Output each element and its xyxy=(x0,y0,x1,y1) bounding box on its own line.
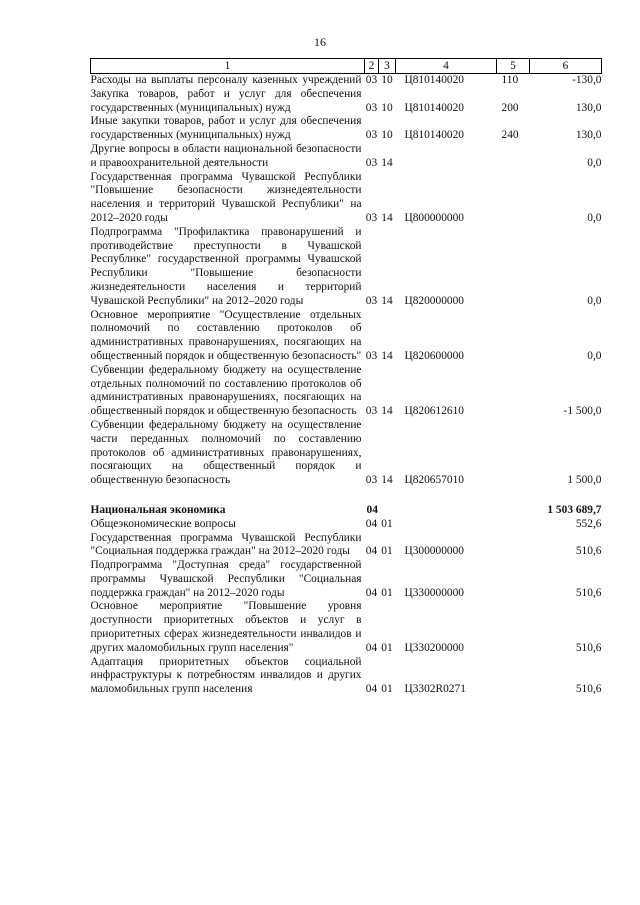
row-target-article: Ц300000000 xyxy=(404,545,464,558)
row-expense-type xyxy=(497,518,530,532)
row-amount: 510,6 xyxy=(575,641,602,654)
row-subsection: 10 xyxy=(381,74,393,86)
row-subsection: 01 xyxy=(381,641,393,654)
row-subsection: 01 xyxy=(381,683,393,696)
row-name: Государственная программа Чувашской Республики "Повышение безопасности жизнедеятельности населения и территорий Чувашской Республики" на 2012–2020 годы xyxy=(90,170,362,224)
row-subsection: 14 xyxy=(381,294,393,307)
row-name: Закупка товаров, работ и услуг для обеспечения государственных (муниципальных) нужд xyxy=(90,87,362,114)
row-expense-type xyxy=(497,143,530,171)
table-row xyxy=(91,656,602,697)
table-row xyxy=(91,600,602,655)
section-spacer xyxy=(91,488,602,504)
row-target-article: Ц820612610 xyxy=(404,405,464,418)
section-amount: 1 503 689,7 xyxy=(547,503,602,516)
row-target-article: Ц820000000 xyxy=(404,294,464,307)
row-target-article: Ц820600000 xyxy=(404,349,464,362)
row-section: 03 xyxy=(365,211,378,224)
row-expense-type xyxy=(497,171,530,226)
row-target-article: Ц810140020 xyxy=(404,101,464,114)
row-expense-type: 110 xyxy=(501,74,519,86)
row-section: 03 xyxy=(365,129,378,142)
table-row xyxy=(91,419,602,488)
row-target-article: Ц330200000 xyxy=(404,641,464,654)
row-expense-type: 240 xyxy=(501,129,519,142)
row-section: 03 xyxy=(365,156,378,169)
row-target-article: Ц330000000 xyxy=(404,586,464,599)
row-section: 03 xyxy=(365,405,378,418)
row-target-article: Ц800000000 xyxy=(404,211,464,224)
table-row xyxy=(91,532,602,560)
row-target-article: Ц3302R0271 xyxy=(404,683,466,696)
row-target-article: Ц820657010 xyxy=(404,474,464,487)
header-col-5: 5 xyxy=(497,59,530,74)
row-expense-type xyxy=(497,600,530,655)
row-subsection: 14 xyxy=(381,405,393,418)
row-subsection: 01 xyxy=(381,517,393,530)
table-row xyxy=(91,74,602,88)
row-target-article xyxy=(396,518,497,532)
row-section: 04 xyxy=(365,683,378,696)
header-col-1: 1 xyxy=(91,59,365,74)
table-row xyxy=(91,518,602,532)
row-amount: 130,0 xyxy=(575,129,602,142)
row-target-article: Ц810140020 xyxy=(404,74,464,86)
row-subsection: 14 xyxy=(381,474,393,487)
header-col-4: 4 xyxy=(396,59,497,74)
table-row xyxy=(91,143,602,171)
row-name: Субвенции федеральному бюджету на осуществление части переданных полномочий по составлению протоколов об административных правонарушениях, посягающих на общественный порядок и общественную безопасность xyxy=(90,418,362,487)
row-section: 03 xyxy=(365,349,378,362)
header-col-6: 6 xyxy=(530,59,602,74)
row-name: Основное мероприятие "Осуществление отдельных полномочий по составлению протоколов об административных правонарушениях, посягающих на общественный порядок и общественную безопасность" xyxy=(90,308,362,362)
table-row xyxy=(91,364,602,419)
row-amount: 510,6 xyxy=(575,545,602,558)
row-section: 03 xyxy=(365,74,378,86)
row-expense-type xyxy=(497,419,530,488)
row-section: 04 xyxy=(365,517,378,530)
row-subsection: 14 xyxy=(381,211,393,224)
row-name: Субвенции федеральному бюджету на осуществление отдельных полномочий по составлению протоколов об административных правонарушениях, посягающих на общественный порядок и общественную безопасность xyxy=(90,363,362,418)
row-name: Подпрограмма "Профилактика правонарушений и противодействие преступности в Чувашской Республике" государственной программы Чувашской Республики "Повышение безопасности жизнедеятельности населения и территорий Чувашской Республики" на 2012–2020 годы xyxy=(90,225,362,307)
row-subsection: 01 xyxy=(381,545,393,558)
row-name: Общеэкономические вопросы xyxy=(90,517,236,530)
row-section: 03 xyxy=(365,101,378,114)
row-subsection: 14 xyxy=(381,349,393,362)
row-amount: -130,0 xyxy=(572,74,602,86)
table-row xyxy=(91,226,602,309)
row-target-article: Ц810140020 xyxy=(404,129,464,142)
row-target-article xyxy=(396,143,497,171)
row-amount: 510,6 xyxy=(575,586,602,599)
table-row xyxy=(91,309,602,364)
table-header-row xyxy=(91,59,602,74)
row-name: Государственная программа Чувашской Республики "Социальная поддержка граждан" на 2012–2020 годы xyxy=(90,531,362,558)
row-amount: 0,0 xyxy=(587,349,602,362)
row-subsection: 01 xyxy=(381,586,393,599)
header-col-3: 3 xyxy=(379,59,396,74)
row-expense-type xyxy=(497,559,530,600)
row-name: Основное мероприятие "Повышение уровня доступности приоритетных объектов и услуг в приоритетных сферах жизнедеятельности инвалидов и других маломобильных групп населения" xyxy=(90,600,362,654)
row-name: Адаптация приоритетных объектов социальной инфраструктуры к потребностям инвалидов и других маломобильных групп населения xyxy=(90,655,362,696)
row-name: Иные закупки товаров, работ и услуг для обеспечения государственных (муниципальных) нужд xyxy=(90,115,362,142)
budget-table xyxy=(90,58,602,697)
row-amount: 130,0 xyxy=(575,101,602,114)
row-expense-type xyxy=(497,309,530,364)
row-amount: 1 500,0 xyxy=(567,474,602,487)
section-row xyxy=(91,504,602,518)
row-subsection: 10 xyxy=(381,101,393,114)
section-name: Национальная экономика xyxy=(90,503,226,516)
row-name: Другие вопросы в области национальной безопасности и правоохранительной деятельности xyxy=(90,142,362,169)
table-row xyxy=(91,88,602,116)
page-number: 16 xyxy=(314,35,326,49)
section-code: 04 xyxy=(366,503,378,516)
row-section: 04 xyxy=(365,586,378,599)
row-subsection: 10 xyxy=(381,129,393,142)
row-section: 03 xyxy=(365,474,378,487)
row-section: 03 xyxy=(365,294,378,307)
row-section: 04 xyxy=(365,545,378,558)
table-row xyxy=(91,115,602,143)
row-name: Расходы на выплаты персоналу казенных учреждений xyxy=(90,74,362,86)
row-amount: 0,0 xyxy=(587,156,602,169)
row-section: 04 xyxy=(365,641,378,654)
row-expense-type xyxy=(497,226,530,309)
row-expense-type xyxy=(497,656,530,697)
row-amount: -1 500,0 xyxy=(563,405,602,418)
row-expense-type xyxy=(497,532,530,560)
header-col-2: 2 xyxy=(365,59,379,74)
table-row xyxy=(91,559,602,600)
row-amount: 510,6 xyxy=(575,683,602,696)
table-row xyxy=(91,171,602,226)
row-expense-type xyxy=(497,364,530,419)
row-name: Подпрограмма "Доступная среда" государственной программы Чувашской Республики "Социальная поддержка граждан" на 2012–2020 годы xyxy=(90,559,362,599)
row-amount: 0,0 xyxy=(587,294,602,307)
row-amount: 0,0 xyxy=(587,211,602,224)
row-amount: 552,6 xyxy=(575,517,602,530)
row-expense-type: 200 xyxy=(501,101,519,114)
row-subsection: 14 xyxy=(381,156,393,169)
